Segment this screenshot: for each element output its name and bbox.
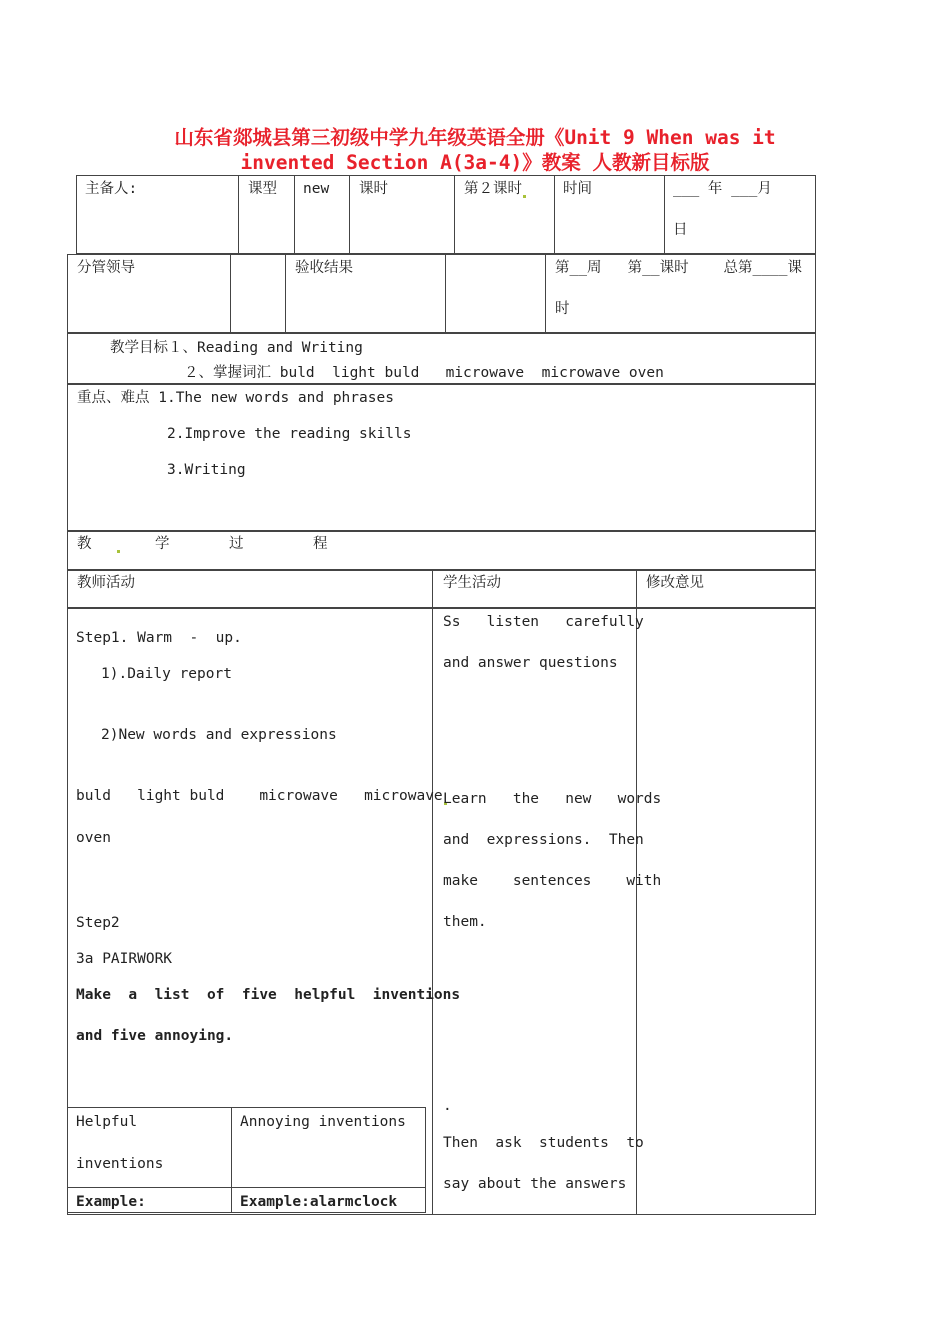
process-char-3: 过 xyxy=(229,536,244,552)
example-annoying: Example:alarmclock xyxy=(240,1194,398,1210)
student-s2-line1: Learn the new words xyxy=(443,791,662,807)
document-title-line2: invented Section A(3a-4)》教案 人教新目标版 xyxy=(240,151,710,174)
teacher-words-line1 xyxy=(76,787,448,805)
process-char-2: 学 xyxy=(155,536,170,552)
student-s3-dot: . xyxy=(443,1098,452,1114)
date-line2: 日 xyxy=(673,222,688,238)
process-char-1: 教 xyxy=(77,536,92,552)
teacher-make-line1: Make a list of five helpful inventions xyxy=(76,987,461,1003)
process-heading xyxy=(67,531,816,570)
type-label: 课型 xyxy=(248,181,277,197)
student-s3-line2 xyxy=(443,1175,626,1193)
period-value xyxy=(464,180,527,198)
teacher-pairwork: 3a PAIRWORK xyxy=(76,951,173,967)
student-s2-line4: them. xyxy=(443,914,487,930)
goals-line2: ２、掌握词汇 buld light buld microwave microwave oven xyxy=(184,365,664,381)
week-line2: 时 xyxy=(555,301,570,317)
teacher-daily-report: 1).Daily report xyxy=(101,666,232,682)
type-value: new xyxy=(303,181,330,197)
student-s3-text: say about the answers xyxy=(443,1176,627,1192)
teacher-new-words: 2)New words and expressions xyxy=(101,727,337,743)
marker-dot-icon xyxy=(523,195,526,198)
date-line1: ___ 年 ___月 xyxy=(673,181,772,197)
helpful-line1: Helpful xyxy=(76,1114,138,1130)
student-s1-line1: Ss listen carefully xyxy=(443,614,644,630)
teacher-make-line2: and five annoying. xyxy=(76,1028,234,1044)
student-s3-line1: Then ask students to xyxy=(443,1135,644,1151)
student-s1-line2: and answer questions xyxy=(443,655,618,671)
key-points-line2: 2.Improve the reading skills xyxy=(167,426,412,442)
teacher-words-text: buld light buld microwave microwave xyxy=(76,788,443,804)
process-char-4: 程 xyxy=(313,536,328,552)
period-label: 课时 xyxy=(359,181,388,197)
document-title-line1: 山东省郯城县第三初级中学九年级英语全册《Unit 9 When was it xyxy=(174,126,776,149)
example-helpful: Example: xyxy=(76,1194,146,1210)
leader-label: 分管领导 xyxy=(77,260,135,276)
teacher-words-line2: oven xyxy=(76,830,111,846)
annoying-header: Annoying inventions xyxy=(240,1114,406,1130)
helpful-line2: inventions xyxy=(76,1156,164,1172)
week-line1: 第__周 第__课时 总第____课 xyxy=(555,260,802,276)
teacher-step1: Step1. Warm - up. xyxy=(76,630,242,646)
marker-dot-icon xyxy=(116,535,121,553)
teacher-step2: Step2 xyxy=(76,915,120,931)
key-points-line3: 3.Writing xyxy=(167,462,246,478)
key-points-line1: 重点、难点 1.The new words and phrases xyxy=(77,390,394,406)
col-teacher: 教师活动 xyxy=(77,575,135,591)
student-s2-line3: make sentences with xyxy=(443,873,662,889)
student-s2-line2: and expressions. Then xyxy=(443,832,644,848)
period-value-text: 第２课时 xyxy=(464,181,522,197)
time-label: 时间 xyxy=(563,181,592,197)
col-student: 学生活动 xyxy=(443,575,501,591)
check-label: 验收结果 xyxy=(295,260,353,276)
preparer-label: 主备人: xyxy=(85,181,138,197)
goals-line1: 教学目标１、Reading and Writing xyxy=(110,340,363,356)
col-revision: 修改意见 xyxy=(646,575,704,591)
